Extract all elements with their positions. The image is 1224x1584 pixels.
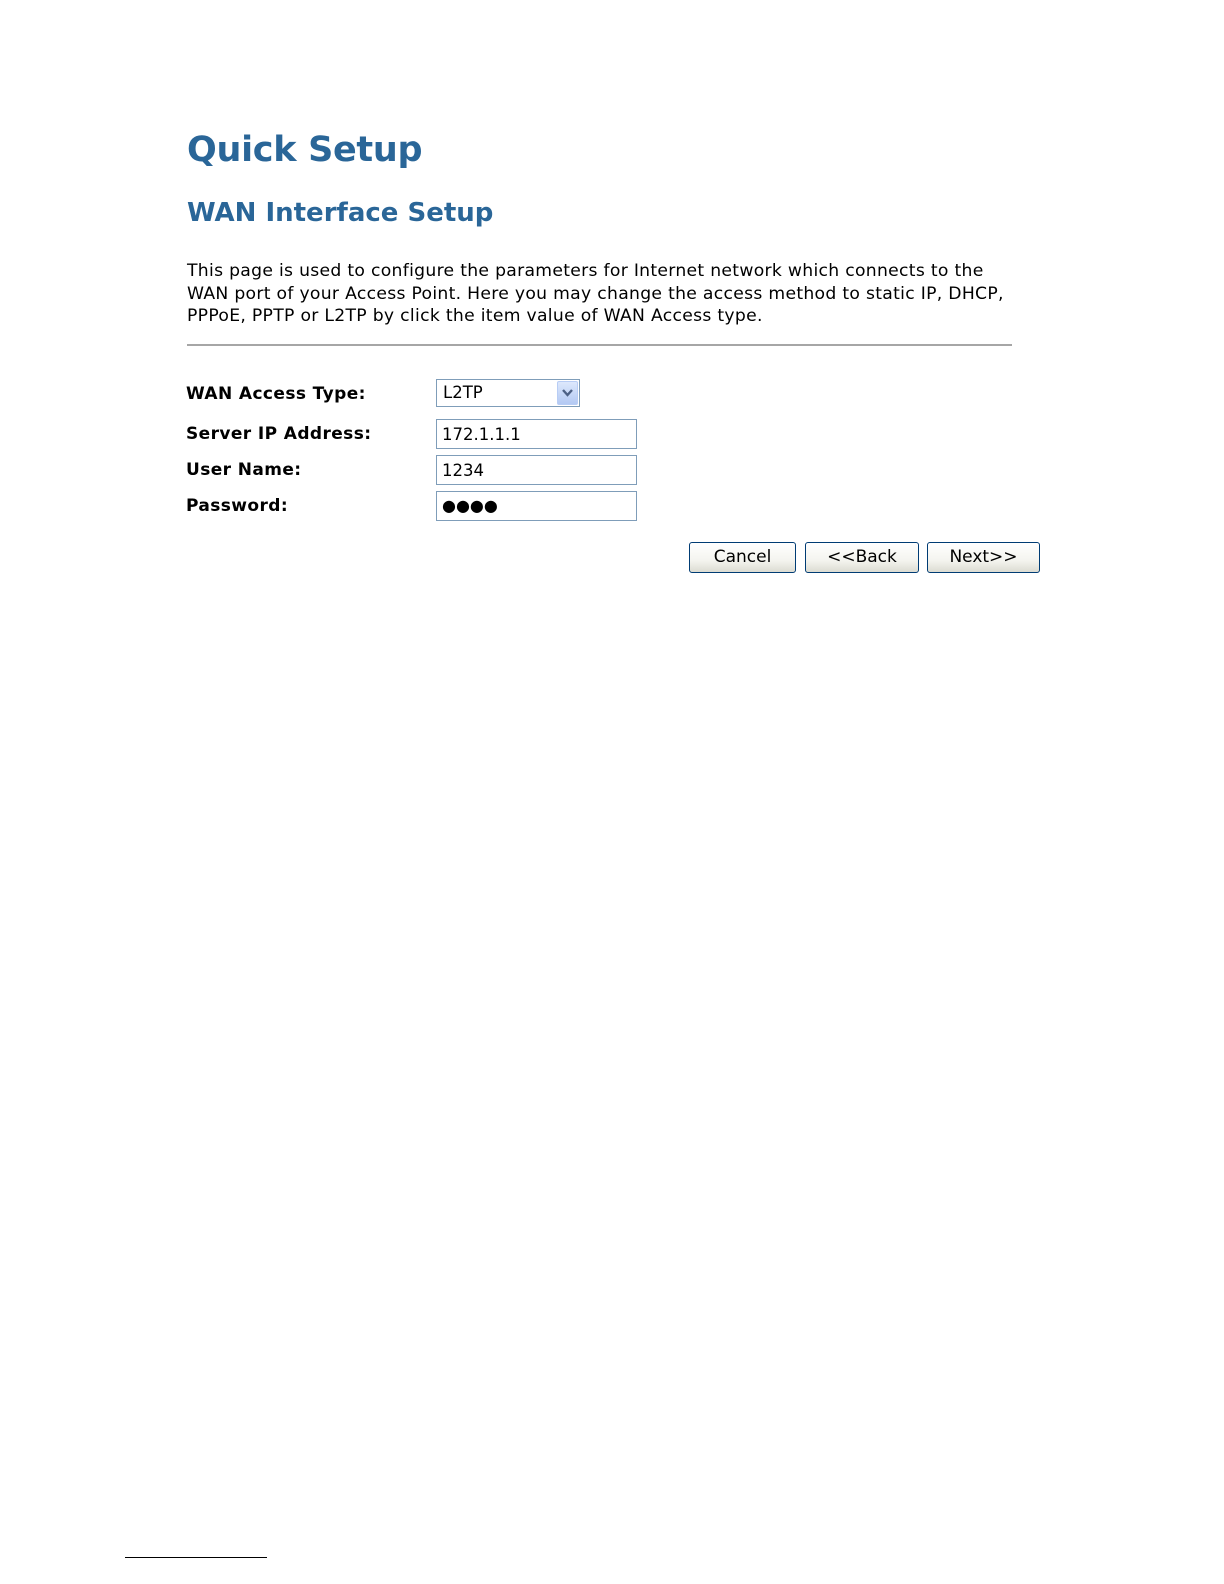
button-row xyxy=(186,542,1046,572)
page-description: This page is used to configure the parameters for Internet network which connects to the WAN port of your Access Point. Here you may change the access method to static IP, DHCP, PPPoE, PPTP or L2TP by click the item value of WAN Access type. xyxy=(187,261,1004,326)
footnote-rule xyxy=(125,1557,267,1558)
chevron-down-icon[interactable] xyxy=(557,381,578,405)
user-name-input[interactable] xyxy=(436,455,637,485)
password-label: Password: xyxy=(186,496,289,516)
wan-access-type-select[interactable] xyxy=(436,379,580,407)
server-ip-label: Server IP Address: xyxy=(186,424,372,444)
wan-access-type-label: WAN Access Type: xyxy=(186,384,366,404)
page-content xyxy=(187,126,1047,346)
password-row xyxy=(186,491,1046,521)
wan-form xyxy=(186,379,1056,579)
wan-access-type-value: L2TP xyxy=(443,383,483,402)
server-ip-input[interactable] xyxy=(436,419,637,449)
back-button[interactable]: <<Back xyxy=(805,542,919,573)
next-button[interactable]: Next>> xyxy=(927,542,1040,573)
server-ip-row xyxy=(186,419,1046,449)
user-name-label: User Name: xyxy=(186,460,302,480)
password-input[interactable] xyxy=(436,491,637,521)
wan-access-type-row xyxy=(186,379,1046,409)
section-title: WAN Interface Setup xyxy=(187,198,494,228)
password-masked-value: ●●●● xyxy=(442,496,498,515)
divider xyxy=(187,344,1012,346)
cancel-button[interactable]: Cancel xyxy=(689,542,796,573)
page-title: Quick Setup xyxy=(187,130,423,170)
user-name-row xyxy=(186,455,1046,485)
